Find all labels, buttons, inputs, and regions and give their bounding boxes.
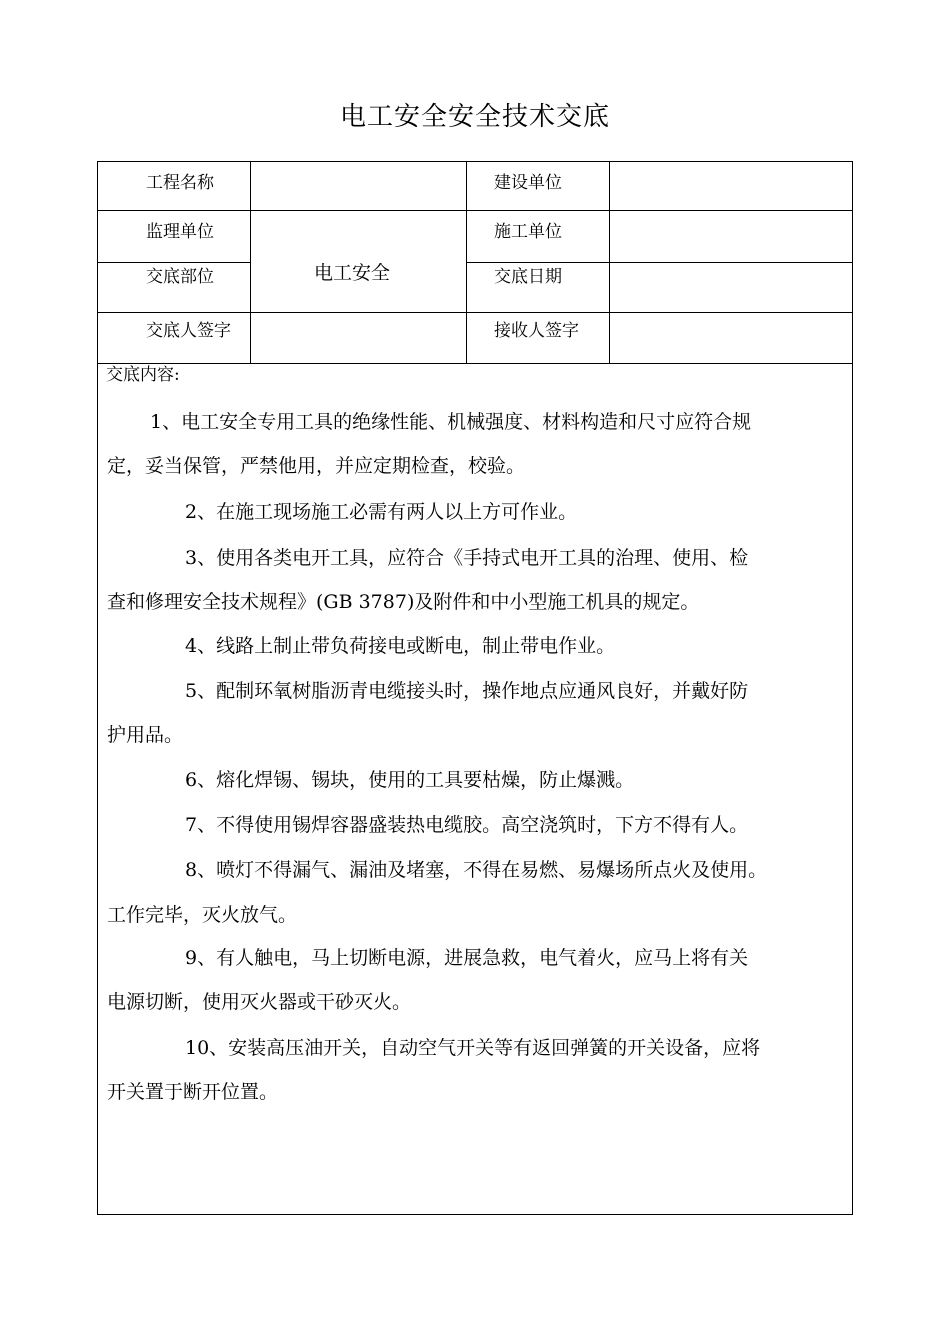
paragraph-line: 护用品。 xyxy=(107,724,184,746)
table-column-divider xyxy=(609,161,610,363)
table-row-divider xyxy=(97,210,853,211)
supervision-unit-label: 监理单位 xyxy=(146,222,214,242)
project-name-label: 工程名称 xyxy=(146,173,214,193)
table-column-divider xyxy=(250,161,251,363)
document-title: 电工安全安全技术交底 xyxy=(339,102,610,132)
paragraph-line: 5、配制环氧树脂沥青电缆接头时，操作地点应通风良好，并戴好防 xyxy=(185,680,749,702)
receiver-signer-label: 接收人签字 xyxy=(494,321,579,341)
paragraph-line: 1、电工安全专用工具的绝缘性能、机械强度、材料构造和尺寸应符合规 xyxy=(150,411,752,433)
paragraph-line: 2、在施工现场施工必需有两人以上方可作业。 xyxy=(185,501,578,523)
paragraph-line: 4、线路上制止带负荷接电或断电，制止带电作业。 xyxy=(185,635,616,657)
paragraph-line: 3、使用各类电开工具，应符合《手持式电开工具的治理、使用、检 xyxy=(185,547,749,569)
handover-date-label: 交底日期 xyxy=(494,267,562,287)
table-column-divider xyxy=(466,161,467,363)
paragraph-line: 开关置于断开位置。 xyxy=(107,1081,279,1103)
handover-signer-label: 交底人签字 xyxy=(146,321,231,341)
paragraph-line: 工作完毕，灭火放气。 xyxy=(107,904,298,926)
paragraph-line: 定，妥当保管，严禁他用，并应定期检查，校验。 xyxy=(107,455,526,477)
paragraph-line: 7、不得使用锡焊容器盛装热电缆胶。高空浇筑时，下方不得有人。 xyxy=(185,814,749,836)
paragraph-line: 8、喷灯不得漏气、漏油及堵塞，不得在易燃、易爆场所点火及使用。 xyxy=(185,859,768,881)
handover-part-label: 交底部位 xyxy=(146,267,214,287)
paragraph-line: 10、安装高压油开关，自动空气开关等有返回弹簧的开关设备，应将 xyxy=(185,1037,761,1059)
content-label: 交底内容: xyxy=(106,365,180,385)
construction-unit-label: 建设单位 xyxy=(494,173,562,193)
paragraph-line: 电源切断，使用灭火器或干砂灭火。 xyxy=(107,991,412,1013)
contractor-unit-label: 施工单位 xyxy=(494,222,562,242)
handover-part-value: 电工安全 xyxy=(314,262,391,284)
table-row-divider xyxy=(97,312,853,313)
paragraph-line: 查和修理安全技术规程》(GB 3787)及附件和中小型施工机具的规定。 xyxy=(107,591,700,613)
table-row-divider xyxy=(97,363,853,364)
paragraph-line: 6、熔化焊锡、锡块，使用的工具要枯燥，防止爆溅。 xyxy=(185,769,635,791)
paragraph-line: 9、有人触电，马上切断电源，进展急救，电气着火，应马上将有关 xyxy=(185,947,749,969)
